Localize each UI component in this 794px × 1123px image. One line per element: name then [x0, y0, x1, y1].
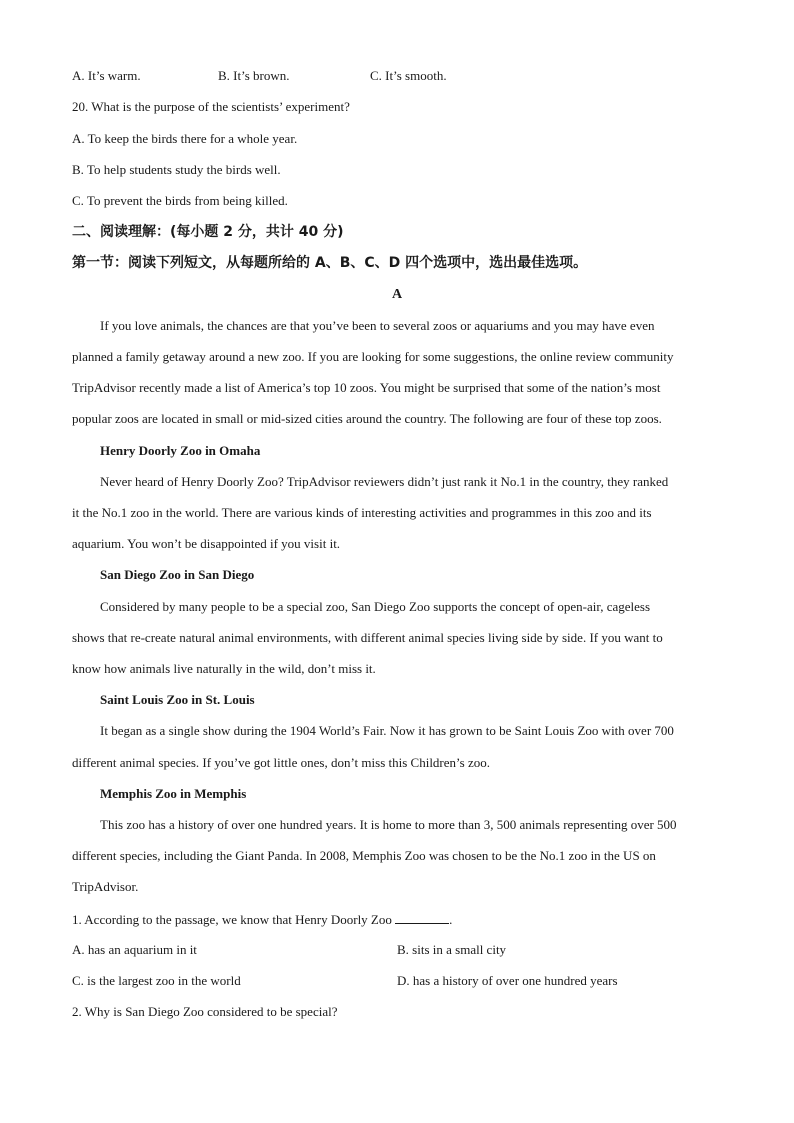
- q19-option-b: B. It’s brown.: [218, 68, 290, 83]
- zoo2-line: know how animals live naturally in the wild, don’t miss it.: [72, 661, 376, 676]
- intro-line: TripAdvisor recently made a list of America’s top 10 zoos. You might be surprised that some of the nation’s most: [72, 380, 661, 395]
- zoo1-line: it the No.1 zoo in the world. There are various kinds of interesting activities and programmes in this zoo and its: [72, 505, 652, 520]
- q1-question-text: 1. According to the passage, we know that Henry Doorly Zoo: [72, 912, 392, 927]
- zoo1-line: Never heard of Henry Doorly Zoo? TripAdvisor reviewers didn’t just rank it No.1 in the country, they ranked: [100, 474, 669, 489]
- zoo3-line: different animal species. If you’ve got little ones, don’t miss this Children’s zoo.: [72, 755, 490, 770]
- zoo1-title: Henry Doorly Zoo in Omaha: [100, 443, 261, 458]
- q1-question: [72, 911, 722, 928]
- q2-question: 2. Why is San Diego Zoo considered to be special?: [72, 1004, 338, 1019]
- zoo3-line: It began as a single show during the 1904 World’s Fair. Now it has grown to be Saint Louis Zoo with over 700: [100, 723, 674, 738]
- zoo4-line: different species, including the Giant Panda. In 2008, Memphis Zoo was chosen to be the No.1 zoo in the US on: [72, 848, 656, 863]
- q20-question: 20. What is the purpose of the scientists’ experiment?: [72, 99, 350, 114]
- q19-option-c: C. It’s smooth.: [370, 68, 447, 83]
- section-subheading: 第一节：阅读下列短文，从每题所给的 A、B、C、D 四个选项中，选出最佳选项。: [72, 255, 588, 271]
- q20-option-c: C. To prevent the birds from being killed.: [72, 193, 288, 208]
- zoo1-line: aquarium. You won’t be disappointed if you visit it.: [72, 536, 341, 551]
- zoo4-line: TripAdvisor.: [72, 879, 139, 894]
- zoo2-line: Considered by many people to be a special zoo, San Diego Zoo supports the concept of open-air, cageless: [100, 599, 651, 614]
- zoo2-title: San Diego Zoo in San Diego: [100, 567, 255, 582]
- q1-option-a: A. has an aquarium in it: [72, 942, 197, 957]
- intro-line: If you love animals, the chances are that you’ve been to several zoos or aquariums and you may have even: [100, 318, 655, 333]
- q20-option-a: A. To keep the birds there for a whole year.: [72, 131, 298, 146]
- section-heading: 二、阅读理解：(每小题 2 分，共计 40 分): [72, 224, 344, 240]
- q1-option-b: B. sits in a small city: [397, 942, 507, 957]
- zoo4-line: This zoo has a history of over one hundred years. It is home to more than 3, 500 animals representing over 500: [100, 817, 677, 832]
- intro-line: popular zoos are located in small or mid-sized cities around the country. The following are four of these top zoos.: [72, 411, 662, 426]
- q19-option-a: A. It’s warm.: [72, 68, 141, 83]
- zoo4-title: Memphis Zoo in Memphis: [100, 786, 247, 801]
- answer-blank: [395, 911, 449, 924]
- q1-question-end: .: [449, 912, 453, 927]
- q20-option-b: B. To help students study the birds well.: [72, 162, 281, 177]
- zoo2-line: shows that re-create natural animal environments, with different animal species living side by side. If you want to: [72, 630, 663, 645]
- zoo3-title: Saint Louis Zoo in St. Louis: [100, 692, 255, 707]
- q1-option-d: D. has a history of over one hundred years: [397, 973, 618, 988]
- intro-line: planned a family getaway around a new zoo. If you are looking for some suggestions, the online review community: [72, 349, 674, 364]
- q1-option-c: C. is the largest zoo in the world: [72, 973, 241, 988]
- passage-label: A: [391, 287, 403, 302]
